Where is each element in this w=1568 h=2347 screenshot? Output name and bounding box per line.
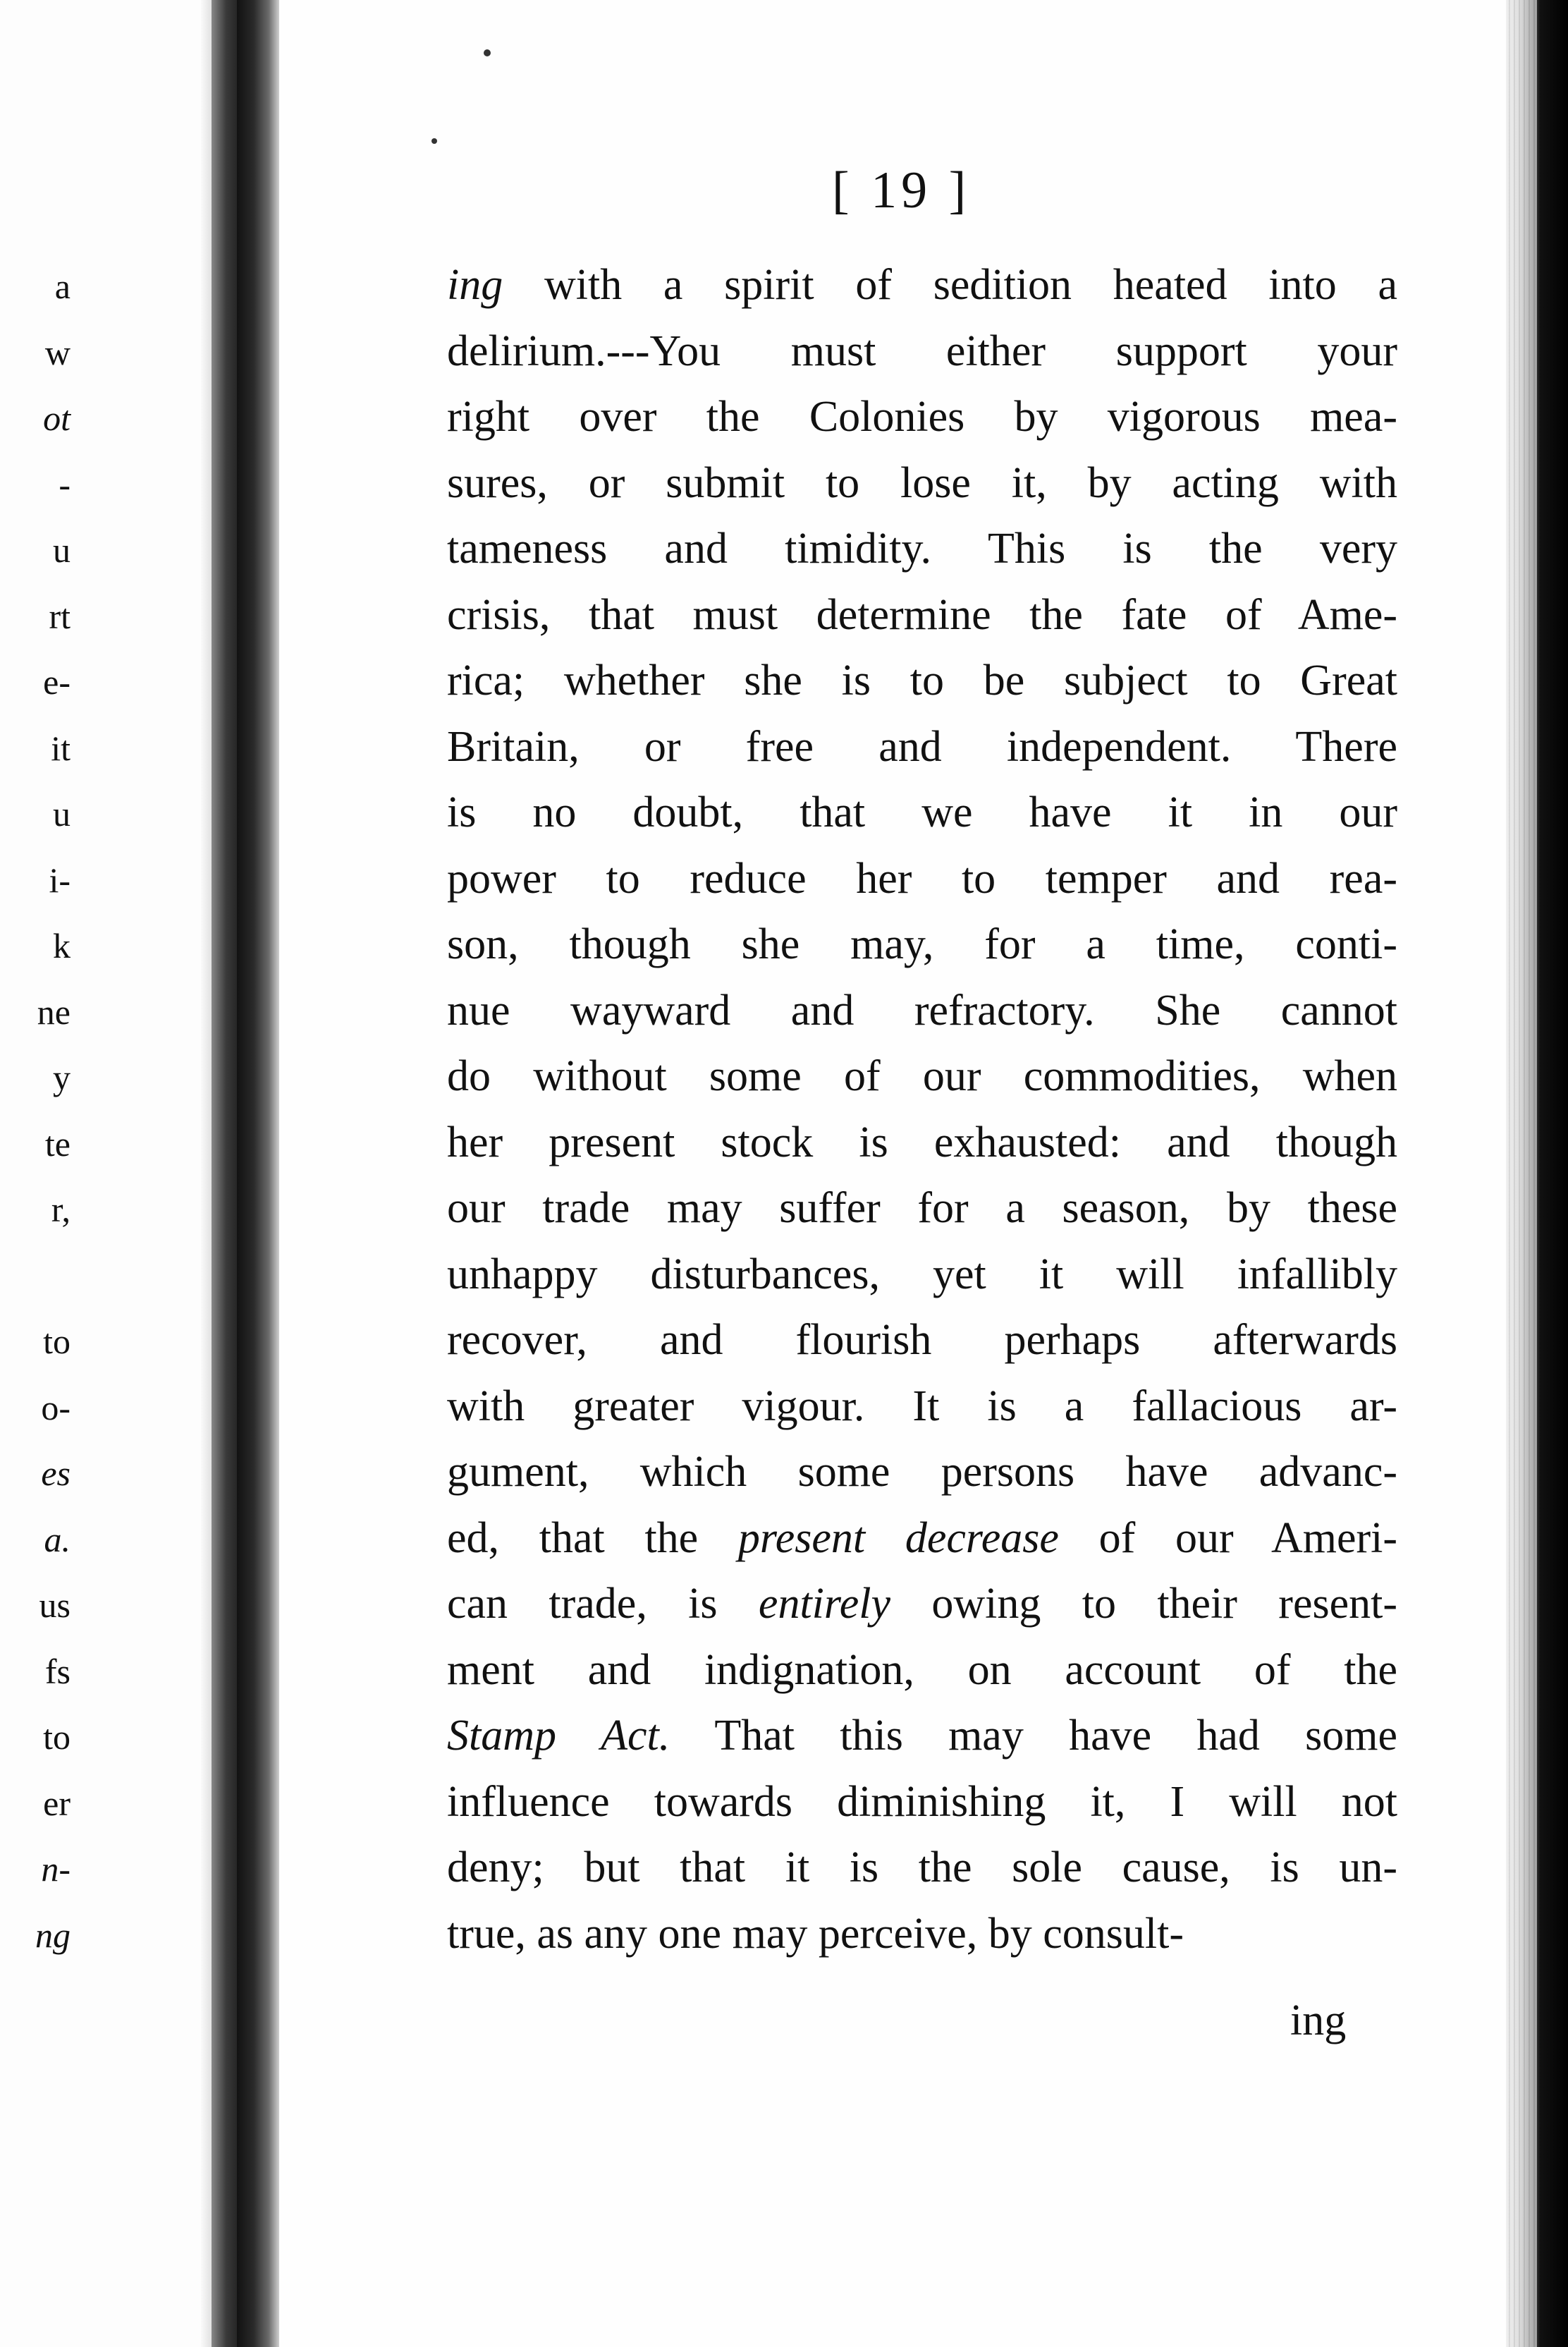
- book-gutter: [237, 0, 279, 2347]
- text-line: Britain, or free and independent. There: [447, 722, 1397, 771]
- left-page-fragment: n-: [41, 1849, 71, 1889]
- text-line: true, as any one may perceive, by consult-: [447, 1909, 1184, 1958]
- ink-speck: [431, 138, 437, 144]
- page-number: [ 19 ]: [832, 161, 971, 219]
- text-line: rica; whether she is to be subject to Great: [447, 657, 1397, 705]
- text-line: ing with a spirit of sedition heated into a: [447, 261, 1397, 309]
- text-line: delirium.---You must either support your: [447, 327, 1397, 375]
- left-page-fragment: i-: [49, 860, 71, 900]
- text-line: with greater vigour. It is a fallacious ar-: [447, 1382, 1397, 1430]
- text-line: can trade, is entirely owing to their resent-: [447, 1580, 1397, 1628]
- text-line: do without some of our commodities, when: [447, 1052, 1397, 1100]
- left-page-fragment: to: [43, 1717, 71, 1757]
- text-line: gument, which some persons have advanc-: [447, 1448, 1397, 1496]
- left-page-fragment: fs: [44, 1651, 71, 1691]
- text-line: son, though she may, for a time, conti-: [447, 920, 1397, 968]
- left-page-fragment: r,: [51, 1190, 71, 1229]
- left-page-fragments: [0, 254, 71, 1968]
- text-line: influence towards diminishing it, I will not: [447, 1777, 1397, 1826]
- left-page-fragment: rt: [49, 596, 71, 636]
- left-page-fragment: -: [59, 464, 71, 504]
- left-page-fragment: a: [54, 267, 71, 306]
- left-page-fragment: es: [41, 1453, 71, 1493]
- left-page-fragment: u: [53, 794, 71, 834]
- left-page-fragment: er: [43, 1783, 71, 1823]
- text-line: nue wayward and refractory. She cannot: [447, 986, 1397, 1035]
- text-line: deny; but that it is the sole cause, is un-: [447, 1843, 1397, 1891]
- left-page-fragment: it: [51, 728, 71, 768]
- left-page-fragment: y: [53, 1058, 71, 1097]
- text-line: right over the Colonies by vigorous mea-: [447, 393, 1397, 441]
- catchword: ing: [1290, 1997, 1347, 2044]
- left-facing-page: [0, 0, 212, 2347]
- text-line: tameness and timidity. This is the very: [447, 525, 1397, 573]
- text-line: Stamp Act. That this may have had some: [447, 1712, 1397, 1760]
- text-line: power to reduce her to temper and rea-: [447, 854, 1397, 903]
- left-page-fragment: us: [39, 1585, 71, 1625]
- left-page-fragment: [0, 1243, 71, 1310]
- left-page-fragment: u: [53, 530, 71, 570]
- text-line: sures, or submit to lose it, by acting with: [447, 458, 1397, 507]
- page-stack-edges: [1509, 0, 1537, 2347]
- left-page-fragment: te: [44, 1123, 71, 1164]
- text-line: crisis, that must determine the fate of Ame-: [447, 590, 1397, 639]
- left-page-fragment: ne: [37, 992, 71, 1032]
- text-line: recover, and flourish perhaps afterwards: [447, 1316, 1397, 1364]
- left-page-fragment: ng: [35, 1915, 71, 1955]
- left-page-fragment: to: [43, 1322, 71, 1361]
- text-line: our trade may suffer for a season, by these: [447, 1184, 1397, 1232]
- left-page-fragment: e-: [43, 662, 71, 702]
- left-page-fragment: o-: [41, 1387, 71, 1427]
- left-page-fragment: w: [44, 332, 71, 372]
- left-page-fragment: ot: [43, 398, 71, 438]
- body-text: [447, 252, 1397, 1967]
- text-line: her present stock is exhausted: and though: [447, 1118, 1397, 1166]
- text-line: unhappy disturbances, yet it will infallibly: [447, 1250, 1397, 1298]
- text-line: ed, that the present decrease of our Ameri-: [447, 1513, 1397, 1562]
- ink-speck: [484, 49, 491, 56]
- text-line: ment and indignation, on account of the: [447, 1645, 1397, 1694]
- text-line: is no doubt, that we have it in our: [447, 788, 1397, 836]
- left-page-fragment: a.: [44, 1519, 71, 1559]
- left-page-fragment: k: [53, 926, 71, 965]
